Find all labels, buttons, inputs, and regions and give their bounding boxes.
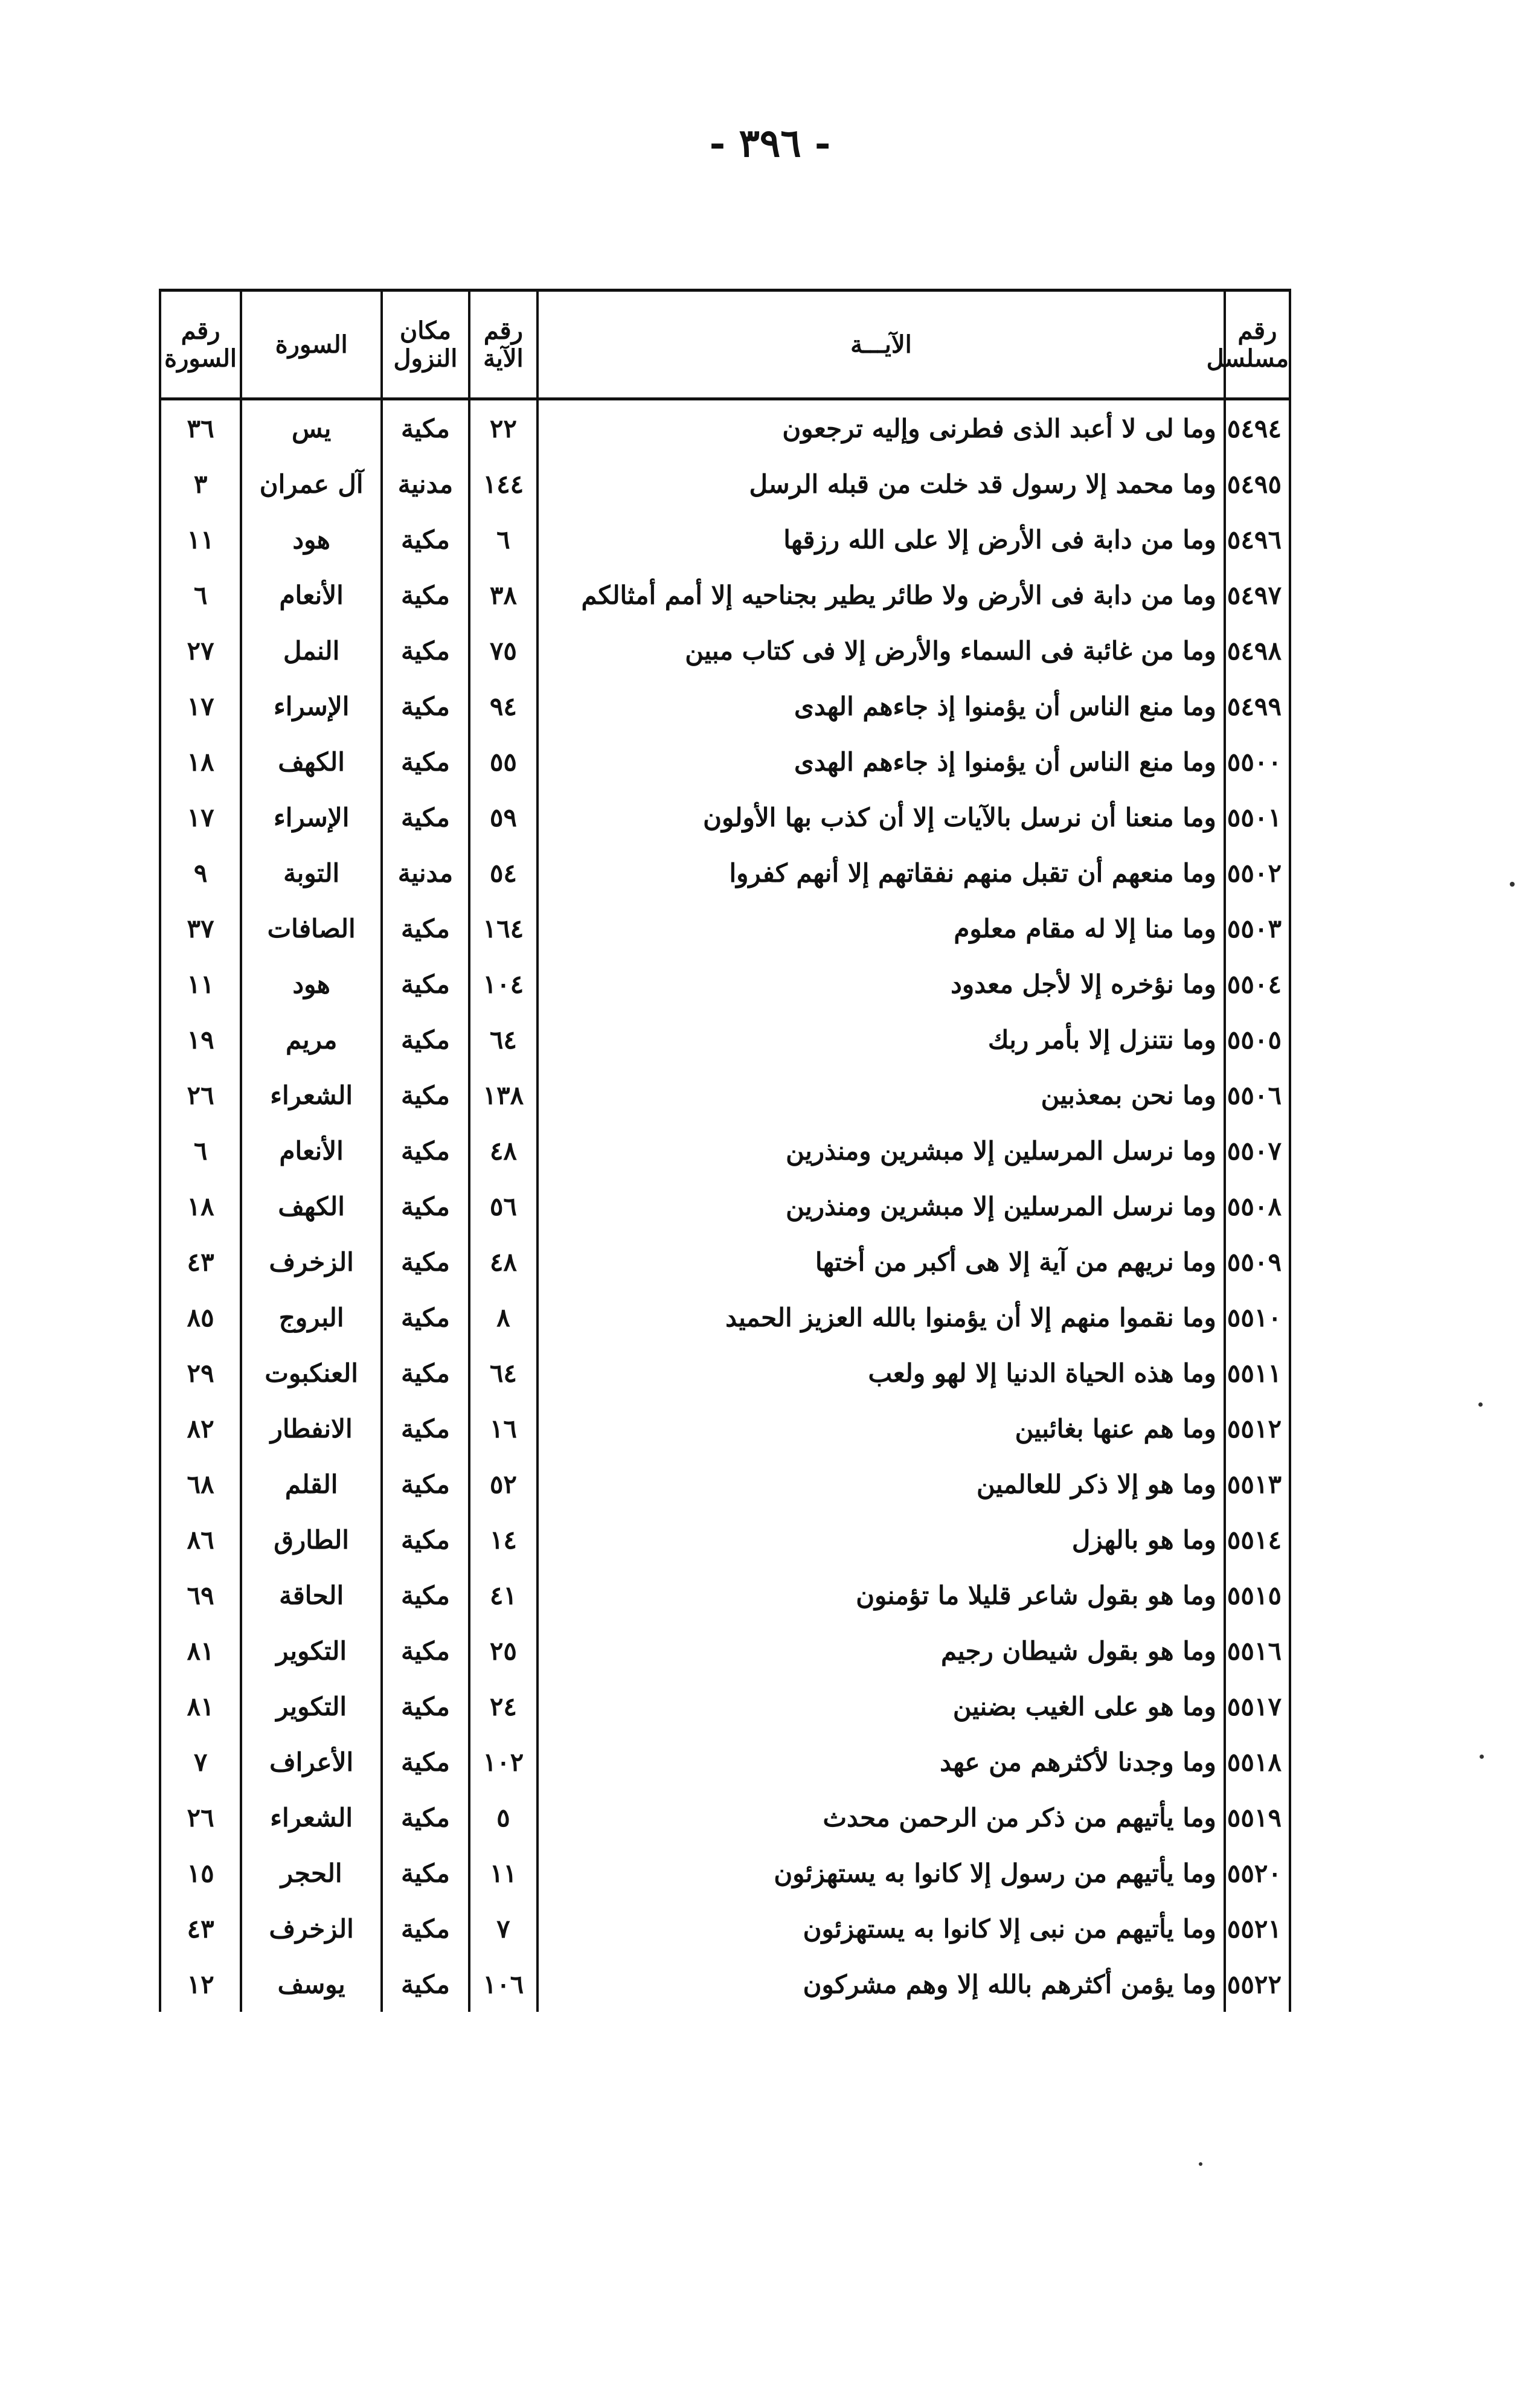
surah-name: الزخرف [241, 1901, 382, 1956]
revelation-place: مكية [382, 1178, 469, 1234]
aya-number: ٧٥ [469, 623, 537, 678]
table-row [160, 1790, 1290, 1845]
serial-cell: ٥٥١٣ [1225, 1456, 1290, 1512]
surah-name: يوسف [241, 1956, 382, 2012]
serial-cell: ٥٥٠٥ [1225, 1012, 1290, 1067]
table-row [160, 1456, 1290, 1512]
verse-text: وما نرسل المرسلين إلا مبشرين ومنذرين [537, 1123, 1225, 1178]
aya-number: ٨ [469, 1289, 537, 1345]
verse-text: وما من دابة فى الأرض إلا على الله رزقها [537, 512, 1225, 567]
revelation-place: مكية [382, 678, 469, 734]
serial-cell: ٥٥١٤ [1225, 1512, 1290, 1567]
surah-number: ٨٦ [160, 1512, 241, 1567]
table-row [160, 1401, 1290, 1456]
serial-cell: ٥٤٩٦ [1225, 512, 1290, 567]
surah-name: الانفطار [241, 1401, 382, 1456]
surah-name: التكوير [241, 1678, 382, 1734]
aya-number: ٢٢ [469, 399, 537, 457]
surah-number: ٣ [160, 456, 241, 512]
revelation-place: مكية [382, 1289, 469, 1345]
surah-number: ١٥ [160, 1845, 241, 1901]
surah-name: الشعراء [241, 1067, 382, 1123]
header-place: مكان النزول [382, 291, 469, 399]
surah-name: هود [241, 512, 382, 567]
table-row [160, 1901, 1290, 1956]
serial-cell: ٥٥١٩ [1225, 1790, 1290, 1845]
verse-text: وما نحن بمعذبين [537, 1067, 1225, 1123]
surah-name: مريم [241, 1012, 382, 1067]
revelation-place: مكية [382, 1623, 469, 1678]
surah-number: ١٩ [160, 1012, 241, 1067]
surah-number: ١٧ [160, 678, 241, 734]
surah-number: ١٨ [160, 734, 241, 789]
surah-number: ٧ [160, 1734, 241, 1790]
surah-number: ٦ [160, 1123, 241, 1178]
revelation-place: مكية [382, 1567, 469, 1623]
surah-name: الكهف [241, 734, 382, 789]
verse-text: وما هم عنها بغائبين [537, 1401, 1225, 1456]
table-row [160, 1123, 1290, 1178]
table-row [160, 678, 1290, 734]
surah-number: ٣٧ [160, 901, 241, 956]
verse-text: وما هو بالهزل [537, 1512, 1225, 1567]
verse-text: وما هو على الغيب بضنين [537, 1678, 1225, 1734]
serial-cell: ٥٥٠٨ [1225, 1178, 1290, 1234]
table-row [160, 456, 1290, 512]
revelation-place: مكية [382, 1512, 469, 1567]
verse-text: وما نقموا منهم إلا أن يؤمنوا بالله العزيز الحميد [537, 1289, 1225, 1345]
serial-cell: ٥٥٠١ [1225, 789, 1290, 845]
serial-cell: ٥٥٠٣ [1225, 901, 1290, 956]
surah-name: الأعراف [241, 1734, 382, 1790]
revelation-place: مكية [382, 1956, 469, 2012]
surah-name: آل عمران [241, 456, 382, 512]
surah-number: ١٧ [160, 789, 241, 845]
serial-cell: ٥٥١٥ [1225, 1567, 1290, 1623]
scan-speck [1480, 1755, 1484, 1759]
aya-number: ٥٩ [469, 789, 537, 845]
surah-number: ٣٦ [160, 399, 241, 457]
verse-text: وما منع الناس أن يؤمنوا إذ جاءهم الهدى [537, 678, 1225, 734]
surah-name: الطارق [241, 1512, 382, 1567]
surah-name: القلم [241, 1456, 382, 1512]
aya-number: ٥٦ [469, 1178, 537, 1234]
table-row [160, 512, 1290, 567]
surah-number: ٦٨ [160, 1456, 241, 1512]
serial-cell: ٥٥٢١ [1225, 1901, 1290, 1956]
surah-number: ١٨ [160, 1178, 241, 1234]
surah-name: النمل [241, 623, 382, 678]
header-surah: السورة [241, 291, 382, 399]
surah-number: ١١ [160, 956, 241, 1012]
surah-name: يس [241, 399, 382, 457]
serial-cell: ٥٥٠٩ [1225, 1234, 1290, 1289]
aya-number: ٩٤ [469, 678, 537, 734]
surah-number: ٦ [160, 567, 241, 623]
surah-number: ٦٩ [160, 1567, 241, 1623]
verse-text: وما يؤمن أكثرهم بالله إلا وهم مشركون [537, 1956, 1225, 2012]
surah-name: التوبة [241, 845, 382, 901]
serial-cell: ٥٥١٢ [1225, 1401, 1290, 1456]
table-row [160, 623, 1290, 678]
aya-number: ١٣٨ [469, 1067, 537, 1123]
scan-speck [1478, 1402, 1483, 1407]
revelation-place: مكية [382, 1345, 469, 1401]
surah-number: ١١ [160, 512, 241, 567]
aya-number: ١٠٦ [469, 1956, 537, 2012]
serial-cell: ٥٤٩٩ [1225, 678, 1290, 734]
surah-name: البروج [241, 1289, 382, 1345]
aya-number: ٤١ [469, 1567, 537, 1623]
aya-number: ٢٥ [469, 1623, 537, 1678]
surah-number: ٨١ [160, 1678, 241, 1734]
surah-name: الحاقة [241, 1567, 382, 1623]
table-row [160, 1567, 1290, 1623]
serial-cell: ٥٤٩٨ [1225, 623, 1290, 678]
surah-name: الإسراء [241, 678, 382, 734]
header-verse: الآيـــة [537, 291, 1225, 399]
scan-speck [1199, 2162, 1202, 2166]
revelation-place: مكية [382, 567, 469, 623]
revelation-place: مكية [382, 512, 469, 567]
surah-number: ٢٩ [160, 1345, 241, 1401]
aya-number: ٢٤ [469, 1678, 537, 1734]
surah-name: التكوير [241, 1623, 382, 1678]
revelation-place: مكية [382, 789, 469, 845]
aya-number: ٦٤ [469, 1012, 537, 1067]
surah-number: ٨١ [160, 1623, 241, 1678]
aya-number: ٥٥ [469, 734, 537, 789]
surah-name: الإسراء [241, 789, 382, 845]
table-row [160, 1845, 1290, 1901]
aya-number: ٦٤ [469, 1345, 537, 1401]
serial-cell: ٥٤٩٧ [1225, 567, 1290, 623]
surah-name: الصافات [241, 901, 382, 956]
revelation-place: مكية [382, 1123, 469, 1178]
verse-text: وما هو بقول شيطان رجيم [537, 1623, 1225, 1678]
revelation-place: مكية [382, 901, 469, 956]
revelation-place: مكية [382, 956, 469, 1012]
page-number: - ٣٩٦ - [709, 121, 831, 166]
table-row [160, 1678, 1290, 1734]
aya-number: ١٤٤ [469, 456, 537, 512]
serial-cell: ٥٥٠٤ [1225, 956, 1290, 1012]
aya-number: ١٤ [469, 1512, 537, 1567]
surah-name: الشعراء [241, 1790, 382, 1845]
revelation-place: مكية [382, 1901, 469, 1956]
aya-number: ٦ [469, 512, 537, 567]
revelation-place: مكية [382, 1234, 469, 1289]
revelation-place: مدنية [382, 845, 469, 901]
table-row [160, 956, 1290, 1012]
serial-cell: ٥٥١٠ [1225, 1289, 1290, 1345]
surah-name: العنكبوت [241, 1345, 382, 1401]
aya-number: ٤٨ [469, 1123, 537, 1178]
header-surah-number: رقم السورة [160, 291, 241, 399]
serial-cell: ٥٥٢٠ [1225, 1845, 1290, 1901]
aya-number: ٥ [469, 1790, 537, 1845]
revelation-place: مكية [382, 1790, 469, 1845]
aya-number: ٤٨ [469, 1234, 537, 1289]
verse-text: وما نتنزل إلا بأمر ربك [537, 1012, 1225, 1067]
table-row [160, 1012, 1290, 1067]
surah-number: ٢٦ [160, 1790, 241, 1845]
verse-text: وما محمد إلا رسول قد خلت من قبله الرسل [537, 456, 1225, 512]
aya-number: ٥٤ [469, 845, 537, 901]
verse-text: وما وجدنا لأكثرهم من عهد [537, 1734, 1225, 1790]
surah-number: ٢٦ [160, 1067, 241, 1123]
table-row [160, 1178, 1290, 1234]
verse-text: وما منع الناس أن يؤمنوا إذ جاءهم الهدى [537, 734, 1225, 789]
serial-cell: ٥٥٠٦ [1225, 1067, 1290, 1123]
table-row [160, 1345, 1290, 1401]
table-header-row [160, 291, 1290, 399]
aya-number: ١٦ [469, 1401, 537, 1456]
surah-name: الحجر [241, 1845, 382, 1901]
table-row [160, 789, 1290, 845]
verse-text: وما هو إلا ذكر للعالمين [537, 1456, 1225, 1512]
aya-number: ١٠٢ [469, 1734, 537, 1790]
revelation-place: مكية [382, 399, 469, 457]
table-row [160, 399, 1290, 457]
verse-text: وما نؤخره إلا لأجل معدود [537, 956, 1225, 1012]
serial-cell: ٥٥٠٧ [1225, 1123, 1290, 1178]
verse-text: وما نرسل المرسلين إلا مبشرين ومنذرين [537, 1178, 1225, 1234]
serial-cell: ٥٥١٨ [1225, 1734, 1290, 1790]
serial-cell: ٥٥١١ [1225, 1345, 1290, 1401]
surah-name: الأنعام [241, 567, 382, 623]
verse-text: وما منا إلا له مقام معلوم [537, 901, 1225, 956]
surah-name: الكهف [241, 1178, 382, 1234]
verse-text: وما من غائبة فى السماء والأرض إلا فى كتاب مبين [537, 623, 1225, 678]
serial-cell: ٥٥١٧ [1225, 1678, 1290, 1734]
revelation-place: مكية [382, 1678, 469, 1734]
aya-number: ١١ [469, 1845, 537, 1901]
verse-text: وما نريهم من آية إلا هى أكبر من أختها [537, 1234, 1225, 1289]
aya-number: ٣٨ [469, 567, 537, 623]
surah-name: هود [241, 956, 382, 1012]
verse-index-table [159, 289, 1291, 2012]
serial-cell: ٥٥١٦ [1225, 1623, 1290, 1678]
table-row [160, 1067, 1290, 1123]
verse-text: وما من دابة فى الأرض ولا طائر يطير بجناحيه إلا أمم أمثالكم [537, 567, 1225, 623]
revelation-place: مكية [382, 623, 469, 678]
aya-number: ١٦٤ [469, 901, 537, 956]
serial-cell: ٥٤٩٤ [1225, 399, 1290, 457]
table-row [160, 901, 1290, 956]
verse-text: وما يأتيهم من نبى إلا كانوا به يستهزئون [537, 1901, 1225, 1956]
aya-number: ١٠٤ [469, 956, 537, 1012]
surah-name: الزخرف [241, 1234, 382, 1289]
verse-text: وما يأتيهم من رسول إلا كانوا به يستهزئون [537, 1845, 1225, 1901]
table-row [160, 1512, 1290, 1567]
revelation-place: مكية [382, 1845, 469, 1901]
surah-number: ٢٧ [160, 623, 241, 678]
table-body [160, 399, 1290, 2012]
revelation-place: مكية [382, 1456, 469, 1512]
verse-text: وما هذه الحياة الدنيا إلا لهو ولعب [537, 1345, 1225, 1401]
serial-cell: ٥٤٩٥ [1225, 456, 1290, 512]
surah-number: ٨٢ [160, 1401, 241, 1456]
table-row [160, 567, 1290, 623]
revelation-place: مكية [382, 734, 469, 789]
table-row [160, 1734, 1290, 1790]
verse-text: وما يأتيهم من ذكر من الرحمن محدث [537, 1790, 1225, 1845]
scan-speck [1510, 882, 1515, 887]
verse-text: وما منعنا أن نرسل بالآيات إلا أن كذب بها الأولون [537, 789, 1225, 845]
verse-text: وما منعهم أن تقبل منهم نفقاتهم إلا أنهم كفروا [537, 845, 1225, 901]
serial-cell: ٥٥٠٢ [1225, 845, 1290, 901]
revelation-place: مكية [382, 1401, 469, 1456]
table-row [160, 734, 1290, 789]
header-serial: رقم مسلسل [1225, 291, 1290, 399]
verse-text: وما لى لا أعبد الذى فطرنى وإليه ترجعون [537, 399, 1225, 457]
revelation-place: مدنية [382, 456, 469, 512]
revelation-place: مكية [382, 1012, 469, 1067]
table-row [160, 1623, 1290, 1678]
surah-name: الأنعام [241, 1123, 382, 1178]
aya-number: ٥٢ [469, 1456, 537, 1512]
aya-number: ٧ [469, 1901, 537, 1956]
surah-number: ٩ [160, 845, 241, 901]
surah-number: ٨٥ [160, 1289, 241, 1345]
table-row [160, 845, 1290, 901]
table-row [160, 1956, 1290, 2012]
revelation-place: مكية [382, 1734, 469, 1790]
table-row [160, 1234, 1290, 1289]
surah-number: ١٢ [160, 1956, 241, 2012]
serial-cell: ٥٥٠٠ [1225, 734, 1290, 789]
surah-number: ٤٣ [160, 1234, 241, 1289]
verse-text: وما هو بقول شاعر قليلا ما تؤمنون [537, 1567, 1225, 1623]
revelation-place: مكية [382, 1067, 469, 1123]
surah-number: ٤٣ [160, 1901, 241, 1956]
header-aya-number: رقم الآية [469, 291, 537, 399]
serial-cell: ٥٥٢٢ [1225, 1956, 1290, 2012]
table-row [160, 1289, 1290, 1345]
